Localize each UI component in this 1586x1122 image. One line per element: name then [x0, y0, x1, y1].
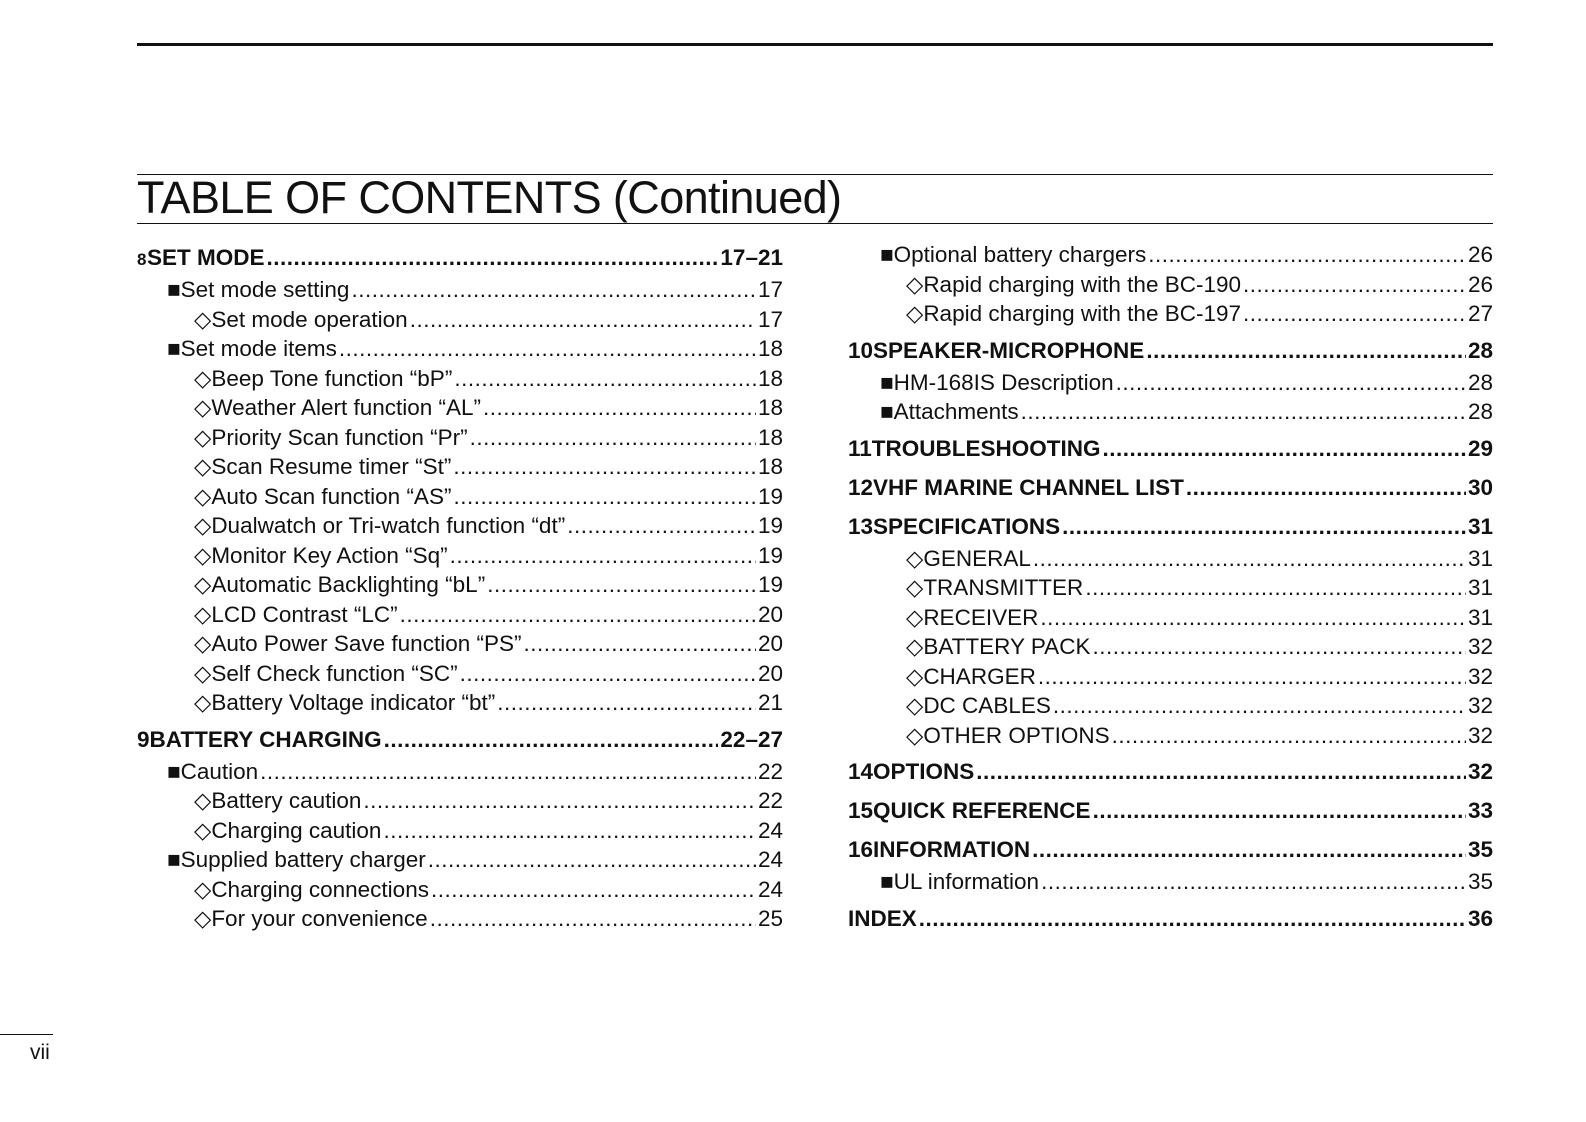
- section-title: BATTERY CHARGING: [149, 726, 382, 752]
- page-number: 32: [1467, 693, 1493, 718]
- page-number: 19: [757, 542, 783, 568]
- dot-leader: [450, 541, 756, 571]
- page-number: 26: [1467, 242, 1493, 267]
- page-number: 28: [1467, 337, 1493, 363]
- item-title: Monitor Key Action “Sq”: [211, 542, 448, 568]
- page-number: 20: [757, 631, 783, 656]
- section-title: TROUBLESHOOTING: [871, 435, 1101, 461]
- dot-leader: [1053, 691, 1466, 721]
- square-bullet-icon: ■: [167, 277, 181, 302]
- diamond-bullet-icon: ◇: [906, 634, 924, 659]
- section-title: SPEAKER-MICROPHONE: [873, 337, 1145, 363]
- item-title: GENERAL: [923, 545, 1031, 571]
- item-title: Set mode operation: [211, 306, 408, 332]
- dot-leader: [1040, 603, 1466, 633]
- page-number: 20: [757, 660, 783, 686]
- dot-leader: [410, 305, 756, 335]
- page-number: 17: [757, 277, 783, 302]
- item-title: Dualwatch or Tri-watch function “dt”: [211, 513, 566, 538]
- page-number: 20: [757, 601, 783, 627]
- toc-subitem-other-options[interactable]: [848, 721, 1493, 751]
- item-title: Battery Voltage indicator “bt”: [211, 690, 496, 715]
- page-number: 31: [1467, 604, 1493, 630]
- diamond-bullet-icon: ◇: [906, 271, 924, 297]
- toc-section-specifications[interactable]: [848, 509, 1493, 544]
- item-title: Beep Tone function “bP”: [211, 365, 453, 391]
- toc-subitem-charging-connections[interactable]: [137, 875, 783, 905]
- page-number: 32: [1467, 634, 1493, 659]
- dot-leader: [1032, 832, 1466, 867]
- dot-leader: [1103, 431, 1466, 466]
- page-number: 18: [757, 365, 783, 391]
- section-number: 9: [137, 726, 150, 752]
- toc-section-battery-charging[interactable]: [137, 722, 783, 757]
- diamond-bullet-icon: ◇: [194, 876, 212, 902]
- section-title: INFORMATION: [873, 837, 1031, 862]
- item-title: Supplied battery charger: [180, 847, 426, 872]
- diamond-bullet-icon: ◇: [194, 631, 212, 656]
- dot-leader: [1243, 299, 1466, 329]
- section-number: 8: [137, 250, 147, 269]
- page-number: 24: [757, 847, 783, 872]
- page-number: 25: [757, 906, 783, 931]
- diamond-bullet-icon: ◇: [194, 542, 212, 568]
- toc-section-channel-list[interactable]: [848, 470, 1493, 505]
- diamond-bullet-icon: ◇: [906, 604, 924, 630]
- section-number: 16: [848, 837, 874, 862]
- toc-section-quick-reference[interactable]: [848, 793, 1493, 828]
- item-title: Charging connections: [211, 876, 429, 902]
- section-title: SPECIFICATIONS: [873, 513, 1061, 539]
- toc-item-set-mode-setting[interactable]: [137, 275, 783, 305]
- dot-leader: [266, 240, 718, 275]
- diamond-bullet-icon: ◇: [906, 722, 924, 748]
- toc-subitem-scan-resume-timer[interactable]: [137, 452, 783, 482]
- page-number: 19: [757, 572, 783, 597]
- section-number: 14: [848, 759, 874, 784]
- toc-subitem-for-your-convenience[interactable]: [137, 904, 783, 934]
- toc-item-set-mode-items[interactable]: [137, 334, 783, 364]
- page-number: 26: [1467, 271, 1493, 297]
- page-number: 18: [757, 424, 783, 450]
- toc-item-optional-chargers[interactable]: [848, 240, 1493, 270]
- item-title: For your convenience: [211, 906, 428, 931]
- section-number: 13: [848, 513, 874, 539]
- toc-item-ul-information[interactable]: [848, 867, 1493, 897]
- page-number: 18: [757, 395, 783, 420]
- page-number: 33: [1467, 798, 1493, 823]
- dot-leader: [1146, 333, 1466, 368]
- item-title: Battery caution: [211, 788, 362, 813]
- toc-subitem-priority-scan[interactable]: [137, 423, 783, 453]
- page-number: 18: [757, 336, 783, 361]
- dot-leader: [976, 754, 1466, 789]
- toc-subitem-battery-voltage[interactable]: [137, 688, 783, 718]
- dot-leader: [483, 393, 756, 423]
- diamond-bullet-icon: ◇: [906, 693, 924, 718]
- diamond-bullet-icon: ◇: [194, 690, 212, 715]
- page-number: 30: [1467, 474, 1493, 500]
- square-bullet-icon: ■: [880, 369, 894, 395]
- toc-section-index[interactable]: [848, 901, 1493, 936]
- toc-subitem-bc-190[interactable]: [848, 270, 1493, 300]
- toc-subitem-battery-pack[interactable]: [848, 632, 1493, 662]
- square-bullet-icon: ■: [880, 869, 894, 894]
- diamond-bullet-icon: ◇: [194, 483, 212, 509]
- page-number: 35: [1467, 869, 1493, 894]
- toc-section-speaker-microphone[interactable]: [848, 333, 1493, 368]
- dot-leader: [384, 722, 719, 757]
- item-title: Priority Scan function “Pr”: [211, 424, 468, 450]
- toc-subitem-transmitter[interactable]: [848, 573, 1493, 603]
- page-number: 31: [1467, 513, 1493, 539]
- toc-section-options[interactable]: [848, 754, 1493, 789]
- item-title: Set mode setting: [180, 277, 350, 302]
- diamond-bullet-icon: ◇: [194, 906, 212, 931]
- diamond-bullet-icon: ◇: [194, 601, 212, 627]
- item-title: Weather Alert function “AL”: [211, 395, 482, 420]
- page-number: 28: [1467, 399, 1493, 424]
- toc-column-left: [137, 240, 783, 934]
- toc-item-hm168is[interactable]: [848, 368, 1493, 398]
- dot-leader: [428, 845, 756, 875]
- toc-section-troubleshooting[interactable]: [848, 431, 1493, 466]
- page-number: 24: [757, 876, 783, 902]
- toc-section-information[interactable]: [848, 832, 1493, 867]
- section-number: 15: [848, 798, 874, 823]
- square-bullet-icon: ■: [167, 336, 181, 361]
- toc-subitem-dc-cables[interactable]: [848, 691, 1493, 721]
- toc-section-set-mode[interactable]: [137, 240, 783, 275]
- page-number: 32: [1467, 722, 1493, 748]
- page-number: 35: [1467, 837, 1493, 862]
- item-title: Optional battery chargers: [893, 242, 1147, 267]
- page-number: 28: [1467, 369, 1493, 395]
- page-number: 32: [1467, 663, 1493, 689]
- item-title: BATTERY PACK: [923, 634, 1091, 659]
- dot-leader: [487, 570, 756, 600]
- page-number: 21: [757, 690, 783, 715]
- diamond-bullet-icon: ◇: [194, 572, 212, 597]
- item-title: Scan Resume timer “St”: [211, 454, 452, 479]
- diamond-bullet-icon: ◇: [906, 545, 924, 571]
- page-number: 32: [1467, 759, 1493, 784]
- diamond-bullet-icon: ◇: [194, 424, 212, 450]
- item-title: HM-168IS Description: [893, 369, 1114, 395]
- page-number: 18: [757, 454, 783, 479]
- page-number: 22–27: [720, 726, 783, 752]
- page-number: 31: [1467, 545, 1493, 571]
- item-title: Self Check function “SC”: [211, 660, 458, 686]
- item-title: OTHER OPTIONS: [923, 722, 1110, 748]
- item-title: CHARGER: [923, 663, 1036, 689]
- diamond-bullet-icon: ◇: [906, 301, 924, 326]
- toc-subitem-self-check[interactable]: [137, 659, 783, 689]
- dot-leader: [1116, 368, 1466, 398]
- dot-leader: [1085, 573, 1466, 603]
- dot-leader: [567, 511, 756, 541]
- dot-leader: [453, 482, 756, 512]
- diamond-bullet-icon: ◇: [194, 365, 212, 391]
- page-number: 19: [757, 483, 783, 509]
- dot-leader: [400, 600, 756, 630]
- page-number: 29: [1467, 435, 1493, 461]
- square-bullet-icon: ■: [167, 758, 181, 784]
- dot-leader: [1033, 544, 1466, 574]
- toc-subitem-auto-power-save[interactable]: [137, 629, 783, 659]
- dot-leader: [453, 452, 756, 482]
- section-number: 11: [848, 435, 872, 461]
- square-bullet-icon: ■: [880, 399, 894, 424]
- toc-subitem-auto-backlighting[interactable]: [137, 570, 783, 600]
- toc-subitem-beep-tone[interactable]: [137, 364, 783, 394]
- section-title: SET MODE: [146, 245, 265, 270]
- dot-leader: [383, 816, 756, 846]
- dot-leader: [363, 786, 756, 816]
- dot-leader: [430, 904, 756, 934]
- dot-leader: [260, 757, 756, 787]
- toc-subitem-lcd-contrast[interactable]: [137, 600, 783, 630]
- dot-leader: [431, 875, 756, 905]
- footer-rule: [0, 1034, 53, 1035]
- item-title: UL information: [893, 869, 1040, 894]
- page-number: 36: [1467, 905, 1493, 931]
- diamond-bullet-icon: ◇: [906, 575, 924, 600]
- page-number: 22: [757, 758, 783, 784]
- section-title: INDEX: [848, 905, 917, 931]
- dot-leader: [1148, 240, 1466, 270]
- toc-item-supplied-charger[interactable]: [137, 845, 783, 875]
- item-title: TRANSMITTER: [923, 575, 1084, 600]
- dot-leader: [1243, 270, 1466, 300]
- toc-subitem-weather-alert[interactable]: [137, 393, 783, 423]
- item-title: Auto Scan function “AS”: [211, 483, 452, 509]
- diamond-bullet-icon: ◇: [194, 306, 212, 332]
- page-title: TABLE OF CONTENTS (Continued): [137, 172, 842, 223]
- dot-leader: [1093, 793, 1466, 828]
- item-title: Caution: [180, 758, 259, 784]
- dot-leader: [351, 275, 756, 305]
- page-number: 19: [757, 513, 783, 538]
- toc-subitem-battery-caution[interactable]: [137, 786, 783, 816]
- diamond-bullet-icon: ◇: [194, 395, 212, 420]
- page-number: 17: [757, 306, 783, 332]
- dot-leader: [919, 901, 1466, 936]
- dot-leader: [523, 629, 756, 659]
- item-title: Auto Power Save function “PS”: [211, 631, 522, 656]
- toc-subitem-receiver[interactable]: [848, 603, 1493, 633]
- toc-column-right: [848, 240, 1493, 936]
- toc-subitem-bc-197[interactable]: [848, 299, 1493, 329]
- toc-subitem-dualwatch[interactable]: [137, 511, 783, 541]
- dot-leader: [1041, 867, 1466, 897]
- item-title: LCD Contrast “LC”: [211, 601, 398, 627]
- section-number: 10: [848, 337, 874, 363]
- diamond-bullet-icon: ◇: [194, 513, 212, 538]
- dot-leader: [454, 364, 756, 394]
- toc-subitem-monitor-key[interactable]: [137, 541, 783, 571]
- dot-leader: [470, 423, 756, 453]
- page-number: 17–21: [720, 245, 783, 270]
- toc-subitem-charging-caution[interactable]: [137, 816, 783, 846]
- diamond-bullet-icon: ◇: [906, 663, 924, 689]
- page-number: 31: [1467, 575, 1493, 600]
- dot-leader: [1038, 662, 1466, 692]
- footer-page-number: vii: [30, 1041, 50, 1064]
- dot-leader: [460, 659, 756, 689]
- item-title: RECEIVER: [923, 604, 1039, 630]
- toc-item-caution[interactable]: [137, 757, 783, 787]
- dot-leader: [1186, 470, 1466, 505]
- toc-subitem-set-mode-operation[interactable]: [137, 305, 783, 335]
- item-title: Charging caution: [211, 817, 382, 843]
- square-bullet-icon: ■: [167, 847, 181, 872]
- dot-leader: [1062, 509, 1466, 544]
- dot-leader: [339, 334, 756, 364]
- dot-leader: [1021, 397, 1466, 427]
- item-title: Automatic Backlighting “bL”: [211, 572, 486, 597]
- section-title: OPTIONS: [873, 759, 975, 784]
- section-number: 12: [848, 474, 874, 500]
- header-rule: [137, 43, 1493, 46]
- toc-subitem-charger[interactable]: [848, 662, 1493, 692]
- toc-subitem-auto-scan[interactable]: [137, 482, 783, 512]
- item-title: DC CABLES: [923, 693, 1051, 718]
- diamond-bullet-icon: ◇: [194, 788, 212, 813]
- item-title: Set mode items: [180, 336, 337, 361]
- section-title: VHF MARINE CHANNEL LIST: [873, 474, 1184, 500]
- diamond-bullet-icon: ◇: [194, 660, 212, 686]
- toc-subitem-general[interactable]: [848, 544, 1493, 574]
- item-title: Attachments: [893, 399, 1019, 424]
- square-bullet-icon: ■: [880, 242, 894, 267]
- title-rule-bottom: [137, 223, 1493, 224]
- page-number: 27: [1467, 301, 1493, 326]
- dot-leader: [1092, 632, 1466, 662]
- item-title: Rapid charging with the BC-190: [923, 271, 1241, 297]
- dot-leader: [497, 688, 756, 718]
- toc-item-attachments[interactable]: [848, 397, 1493, 427]
- section-title: QUICK REFERENCE: [873, 798, 1091, 823]
- page-number: 22: [757, 788, 783, 813]
- diamond-bullet-icon: ◇: [194, 817, 212, 843]
- dot-leader: [1112, 721, 1466, 751]
- page-number: 24: [757, 817, 783, 843]
- diamond-bullet-icon: ◇: [194, 454, 212, 479]
- item-title: Rapid charging with the BC-197: [923, 301, 1241, 326]
